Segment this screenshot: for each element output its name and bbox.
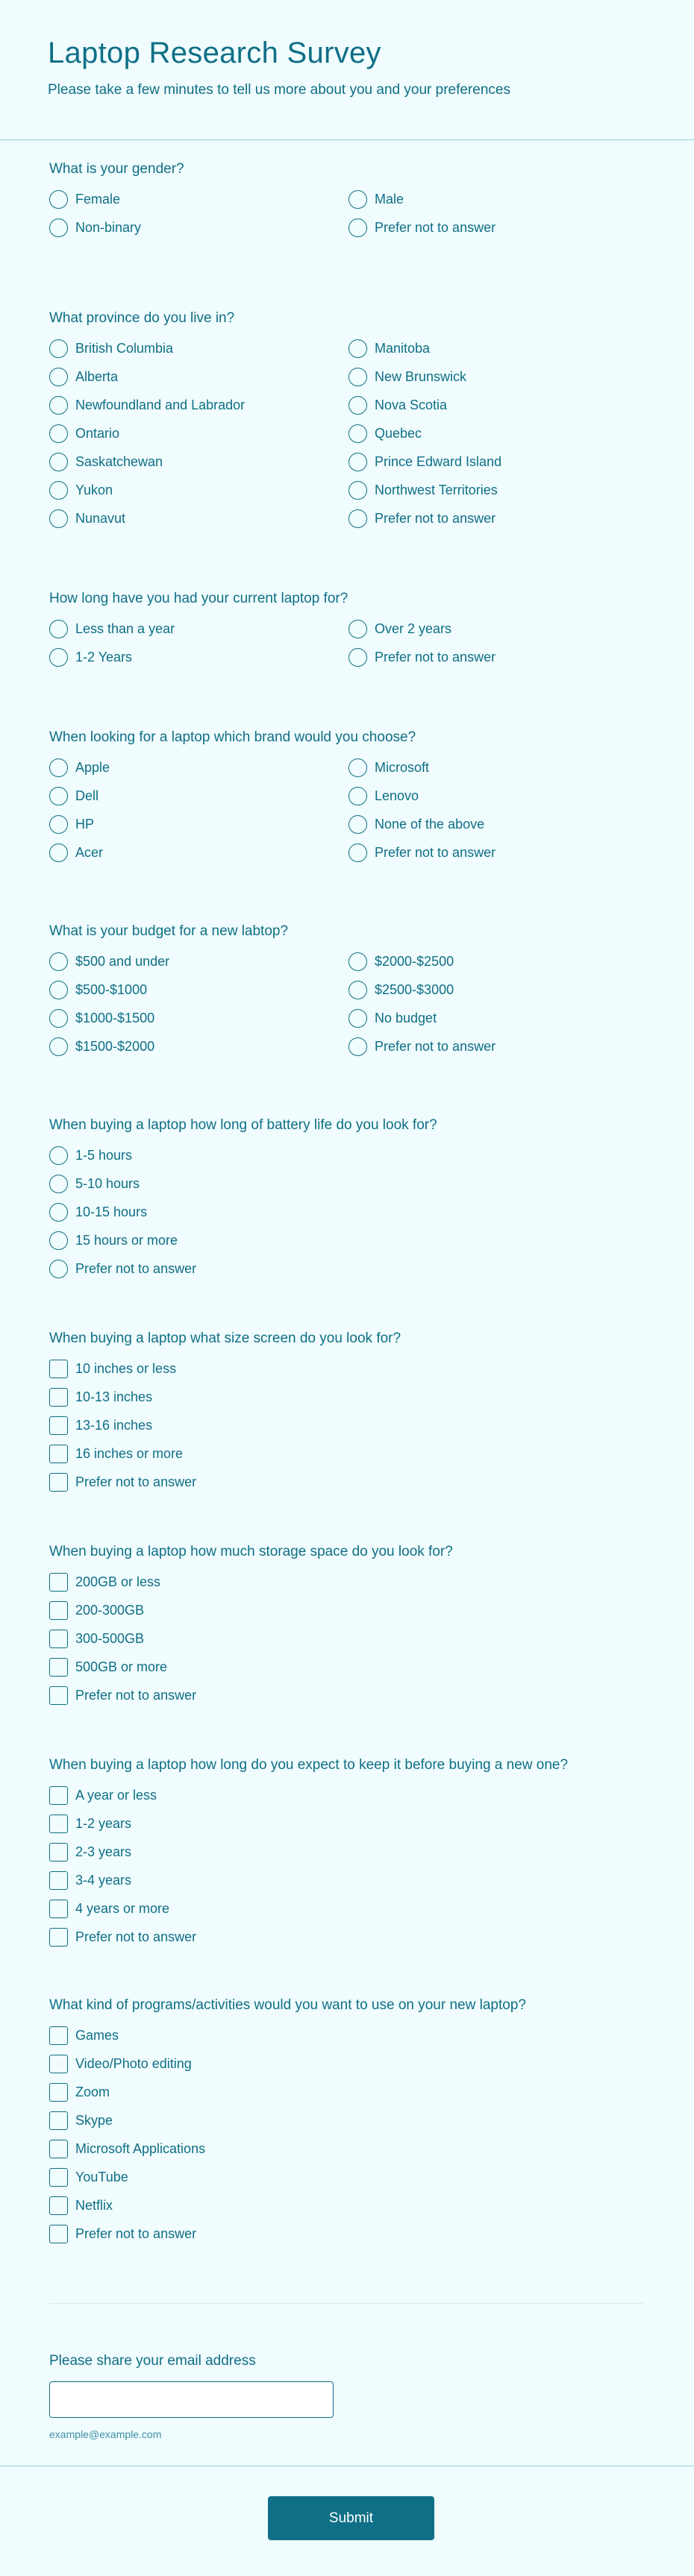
radio-option[interactable] <box>348 509 648 528</box>
options-group <box>49 189 661 237</box>
radio-button[interactable] <box>49 1231 68 1250</box>
options-group <box>49 339 661 528</box>
option-label: Skype <box>75 2112 113 2128</box>
radio-button[interactable] <box>348 509 367 528</box>
option-label: $500-$1000 <box>75 981 148 997</box>
option-label: Quebec <box>375 425 422 441</box>
radio-button[interactable] <box>348 981 367 999</box>
option-label: 5-10 hours <box>75 1175 140 1191</box>
radio-option[interactable] <box>348 758 648 777</box>
checkbox[interactable] <box>49 2111 68 2130</box>
option-label: Male <box>375 191 404 207</box>
radio-button[interactable] <box>49 620 68 638</box>
checkbox[interactable] <box>49 1473 68 1492</box>
radio-option[interactable] <box>49 843 348 862</box>
option-label: Newfoundland and Labrador <box>75 397 246 412</box>
radio-button[interactable] <box>49 424 68 443</box>
radio-button[interactable] <box>348 648 367 667</box>
radio-option[interactable] <box>49 758 348 777</box>
option-label: Saskatchewan <box>75 453 163 469</box>
radio-option[interactable] <box>49 1008 348 1028</box>
radio-button[interactable] <box>49 453 68 471</box>
option-label: 200-300GB <box>75 1602 145 1618</box>
email-hint: example@example.com <box>49 2428 162 2440</box>
radio-option[interactable] <box>49 1259 348 1278</box>
option-label: $1500-$2000 <box>75 1038 155 1054</box>
option-label: Prefer not to answer <box>375 1038 496 1054</box>
option-label: 10-15 hours <box>75 1204 148 1219</box>
option-label: Prefer not to answer <box>375 844 496 860</box>
radio-option[interactable] <box>49 980 348 999</box>
question-label: When buying a laptop how long do you expect to keep it before buying a new one? <box>49 1757 569 1773</box>
checkbox[interactable] <box>49 1601 68 1620</box>
option-label: 1-2 Years <box>75 649 133 665</box>
checkbox-option[interactable] <box>49 2111 348 2130</box>
radio-button[interactable] <box>348 844 367 862</box>
option-label: 10 inches or less <box>75 1360 177 1376</box>
checkbox-option[interactable] <box>49 1785 348 1805</box>
radio-button[interactable] <box>49 190 68 209</box>
question-10 <box>49 1996 661 2243</box>
radio-button[interactable] <box>49 1009 68 1028</box>
option-label: $2500-$3000 <box>375 981 454 997</box>
option-label: Less than a year <box>75 621 175 636</box>
option-label: 3-4 years <box>75 1872 132 1888</box>
radio-option[interactable] <box>348 367 648 386</box>
option-label: 4 years or more <box>75 1900 170 1916</box>
radio-option[interactable] <box>348 786 648 805</box>
radio-option[interactable] <box>49 1037 348 1056</box>
form-header <box>0 0 694 140</box>
question-label: What is your budget for a new labtop? <box>49 923 289 939</box>
question-6 <box>49 1116 661 1278</box>
checkbox-option[interactable] <box>49 2167 348 2187</box>
radio-option[interactable] <box>348 480 648 500</box>
option-label: Alberta <box>75 368 119 384</box>
options-group <box>49 619 661 667</box>
checkbox[interactable] <box>49 2083 68 2102</box>
radio-button[interactable] <box>49 368 68 386</box>
option-label: Prefer not to answer <box>375 649 496 665</box>
radio-option[interactable] <box>348 452 648 471</box>
checkbox-option[interactable] <box>49 1657 348 1677</box>
question-label: When looking for a laptop which brand would you choose? <box>49 729 416 745</box>
radio-option[interactable] <box>49 647 348 667</box>
radio-button[interactable] <box>348 758 367 777</box>
radio-button[interactable] <box>49 648 68 667</box>
checkbox[interactable] <box>49 2140 68 2158</box>
checkbox-option[interactable] <box>49 1814 348 1833</box>
options-group <box>49 1359 661 1492</box>
option-label: HP <box>75 816 95 832</box>
checkbox-option[interactable] <box>49 1600 348 1620</box>
option-label: Nova Scotia <box>375 397 448 412</box>
checkbox[interactable] <box>49 1871 68 1890</box>
checkbox-option[interactable] <box>49 1870 348 1890</box>
radio-button[interactable] <box>348 368 367 386</box>
radio-button[interactable] <box>49 758 68 777</box>
option-label: Over 2 years <box>375 621 452 636</box>
option-label: No budget <box>375 1010 437 1025</box>
checkbox[interactable] <box>49 1445 68 1463</box>
option-label: Netflix <box>75 2197 113 2213</box>
option-label: 300-500GB <box>75 1630 145 1646</box>
option-label: $1000-$1500 <box>75 1010 155 1025</box>
checkbox-option[interactable] <box>49 1629 348 1648</box>
option-label: A year or less <box>75 1787 157 1803</box>
option-label: Microsoft <box>375 759 430 775</box>
option-label: Ontario <box>75 425 120 441</box>
question-3 <box>49 589 661 667</box>
radio-option[interactable] <box>348 395 648 415</box>
option-label: Dell <box>75 788 99 803</box>
radio-button[interactable] <box>49 1260 68 1278</box>
checkbox[interactable] <box>49 2225 68 2243</box>
radio-button[interactable] <box>348 453 367 471</box>
radio-button[interactable] <box>348 424 367 443</box>
radio-option[interactable] <box>49 424 348 443</box>
radio-option[interactable] <box>49 480 348 500</box>
radio-option[interactable] <box>49 786 348 805</box>
radio-option[interactable] <box>348 980 648 999</box>
option-label: Prefer not to answer <box>375 510 496 526</box>
option-label: Prefer not to answer <box>75 1260 197 1276</box>
options-group <box>49 2026 661 2243</box>
email-question <box>49 2352 334 2440</box>
radio-button[interactable] <box>348 952 367 971</box>
checkbox-option[interactable] <box>49 2224 348 2243</box>
option-label: 2-3 years <box>75 1844 132 1859</box>
question-label: When buying a laptop how long of battery life do you look for? <box>49 1117 437 1133</box>
radio-option[interactable] <box>348 339 648 358</box>
option-label: Northwest Territories <box>375 482 498 497</box>
radio-option[interactable] <box>348 1008 648 1028</box>
radio-option[interactable] <box>49 814 348 834</box>
option-label: 10-13 inches <box>75 1389 153 1404</box>
option-label: Apple <box>75 759 110 775</box>
option-label: 1-5 hours <box>75 1147 133 1163</box>
option-label: 1-2 years <box>75 1815 132 1831</box>
option-label: None of the above <box>375 816 485 832</box>
checkbox-option[interactable] <box>49 1416 348 1435</box>
option-label: Yukon <box>75 482 113 497</box>
radio-button[interactable] <box>348 1037 367 1056</box>
option-label: $500 and under <box>75 953 170 969</box>
option-label: Manitoba <box>375 340 431 356</box>
checkbox[interactable] <box>49 2026 68 2045</box>
option-label: $2000-$2500 <box>375 953 454 969</box>
option-label: Microsoft Applications <box>75 2140 206 2156</box>
checkbox-option[interactable] <box>49 1444 348 1463</box>
radio-option[interactable] <box>49 367 348 386</box>
checkbox[interactable] <box>49 1388 68 1407</box>
radio-option[interactable] <box>49 1146 348 1165</box>
radio-button[interactable] <box>49 1037 68 1056</box>
radio-option[interactable] <box>49 395 348 415</box>
question-1 <box>49 160 661 237</box>
checkbox-option[interactable] <box>49 1927 348 1947</box>
checkbox-option[interactable] <box>49 2082 348 2102</box>
option-label: Games <box>75 2027 119 2043</box>
option-label: Prefer not to answer <box>75 1474 197 1489</box>
page-subtitle: Please take a few minutes to tell us more about you and your preferences <box>48 82 510 98</box>
option-label: 200GB or less <box>75 1574 161 1589</box>
radio-button[interactable] <box>348 190 367 209</box>
radio-button[interactable] <box>348 815 367 834</box>
radio-option[interactable] <box>49 452 348 471</box>
option-label: Prefer not to answer <box>75 1687 197 1703</box>
option-label: 500GB or more <box>75 1659 168 1674</box>
option-label: Lenovo <box>375 788 419 803</box>
checkbox[interactable] <box>49 2168 68 2187</box>
radio-option[interactable] <box>348 218 648 237</box>
radio-button[interactable] <box>348 1009 367 1028</box>
radio-button[interactable] <box>49 509 68 528</box>
radio-button[interactable] <box>49 1146 68 1165</box>
radio-option[interactable] <box>348 647 648 667</box>
radio-option[interactable] <box>49 619 348 638</box>
checkbox-option[interactable] <box>49 1387 348 1407</box>
option-label: Video/Photo editing <box>75 2055 192 2071</box>
checkbox[interactable] <box>49 1786 68 1805</box>
question-2 <box>49 309 661 528</box>
radio-option[interactable] <box>348 619 648 638</box>
checkbox[interactable] <box>49 1416 68 1435</box>
checkbox[interactable] <box>49 1630 68 1648</box>
option-label: New Brunswick <box>375 368 467 384</box>
radio-button[interactable] <box>348 787 367 805</box>
radio-button[interactable] <box>49 952 68 971</box>
question-label: What kind of programs/activities would you want to use on your new laptop? <box>49 1997 526 2013</box>
options-group <box>49 758 661 862</box>
options-group <box>49 952 661 1056</box>
checkbox-option[interactable] <box>49 2026 348 2045</box>
question-label: When buying a laptop how much storage space do you look for? <box>49 1544 453 1559</box>
radio-option[interactable] <box>49 952 348 971</box>
radio-button[interactable] <box>348 339 367 358</box>
radio-option[interactable] <box>348 814 648 834</box>
email-label: Please share your email address <box>49 2353 256 2369</box>
question-7 <box>49 1329 661 1492</box>
checkbox-option[interactable] <box>49 1572 348 1592</box>
radio-option[interactable] <box>49 189 348 209</box>
radio-button[interactable] <box>348 219 367 237</box>
option-label: Acer <box>75 844 104 860</box>
radio-option[interactable] <box>348 843 648 862</box>
option-label: 15 hours or more <box>75 1232 178 1248</box>
option-label: 16 inches or more <box>75 1445 184 1461</box>
checkbox[interactable] <box>49 1900 68 1918</box>
radio-button[interactable] <box>49 844 68 862</box>
checkbox[interactable] <box>49 1360 68 1378</box>
email-field[interactable] <box>49 2381 334 2418</box>
question-5 <box>49 922 661 1056</box>
radio-option[interactable] <box>348 1037 648 1056</box>
checkbox-option[interactable] <box>49 2139 348 2158</box>
option-label: Nunavut <box>75 510 126 526</box>
radio-option[interactable] <box>49 509 348 528</box>
option-label: YouTube <box>75 2169 128 2184</box>
option-label: Prince Edward Island <box>375 453 502 469</box>
page-title: Laptop Research Survey <box>48 37 381 69</box>
radio-button[interactable] <box>348 396 367 415</box>
checkbox[interactable] <box>49 1573 68 1592</box>
question-4 <box>49 728 661 862</box>
radio-button[interactable] <box>49 481 68 500</box>
checkbox[interactable] <box>49 2196 68 2215</box>
radio-button[interactable] <box>49 1203 68 1222</box>
radio-button[interactable] <box>49 1175 68 1193</box>
checkbox-option[interactable] <box>49 1686 348 1705</box>
radio-option[interactable] <box>348 952 648 971</box>
options-group <box>49 1146 661 1278</box>
section-divider <box>49 2303 643 2304</box>
radio-button[interactable] <box>49 815 68 834</box>
options-group <box>49 1785 661 1947</box>
radio-option[interactable] <box>348 189 648 209</box>
option-label: Prefer not to answer <box>75 2225 197 2241</box>
checkbox-option[interactable] <box>49 1472 348 1492</box>
checkbox-option[interactable] <box>49 1842 348 1862</box>
checkbox[interactable] <box>49 1843 68 1862</box>
radio-option[interactable] <box>49 339 348 358</box>
question-8 <box>49 1542 661 1705</box>
radio-option[interactable] <box>49 1174 348 1193</box>
question-label: When buying a laptop what size screen do you look for? <box>49 1331 401 1346</box>
options-group <box>49 1572 661 1705</box>
radio-button[interactable] <box>348 481 367 500</box>
radio-option[interactable] <box>49 1202 348 1222</box>
option-label: Prefer not to answer <box>375 219 496 235</box>
submit-button[interactable]: Submit <box>268 2496 434 2540</box>
checkbox-option[interactable] <box>49 1899 348 1918</box>
option-label: British Columbia <box>75 340 174 356</box>
option-label: Non-binary <box>75 219 142 235</box>
question-label: What is your gender? <box>49 161 184 177</box>
checkbox[interactable] <box>49 2055 68 2073</box>
checkbox-option[interactable] <box>49 1359 348 1378</box>
checkbox-option[interactable] <box>49 2054 348 2073</box>
radio-option[interactable] <box>348 424 648 443</box>
checkbox[interactable] <box>49 1686 68 1705</box>
radio-option[interactable] <box>49 1231 348 1250</box>
option-label: Prefer not to answer <box>75 1929 197 1944</box>
radio-button[interactable] <box>49 981 68 999</box>
checkbox[interactable] <box>49 1928 68 1947</box>
option-label: Zoom <box>75 2084 110 2099</box>
option-label: Female <box>75 191 121 207</box>
checkbox-option[interactable] <box>49 2196 348 2215</box>
radio-button[interactable] <box>49 396 68 415</box>
checkbox[interactable] <box>49 1815 68 1833</box>
question-label: What province do you live in? <box>49 310 235 326</box>
question-label: How long have you had your current laptop for? <box>49 591 348 606</box>
radio-button[interactable] <box>49 787 68 805</box>
option-label: 13-16 inches <box>75 1417 153 1433</box>
radio-button[interactable] <box>348 620 367 638</box>
checkbox[interactable] <box>49 1658 68 1677</box>
form-footer <box>0 2466 694 2576</box>
radio-button[interactable] <box>49 219 68 237</box>
radio-option[interactable] <box>49 218 348 237</box>
radio-button[interactable] <box>49 339 68 358</box>
question-9 <box>49 1756 661 1947</box>
